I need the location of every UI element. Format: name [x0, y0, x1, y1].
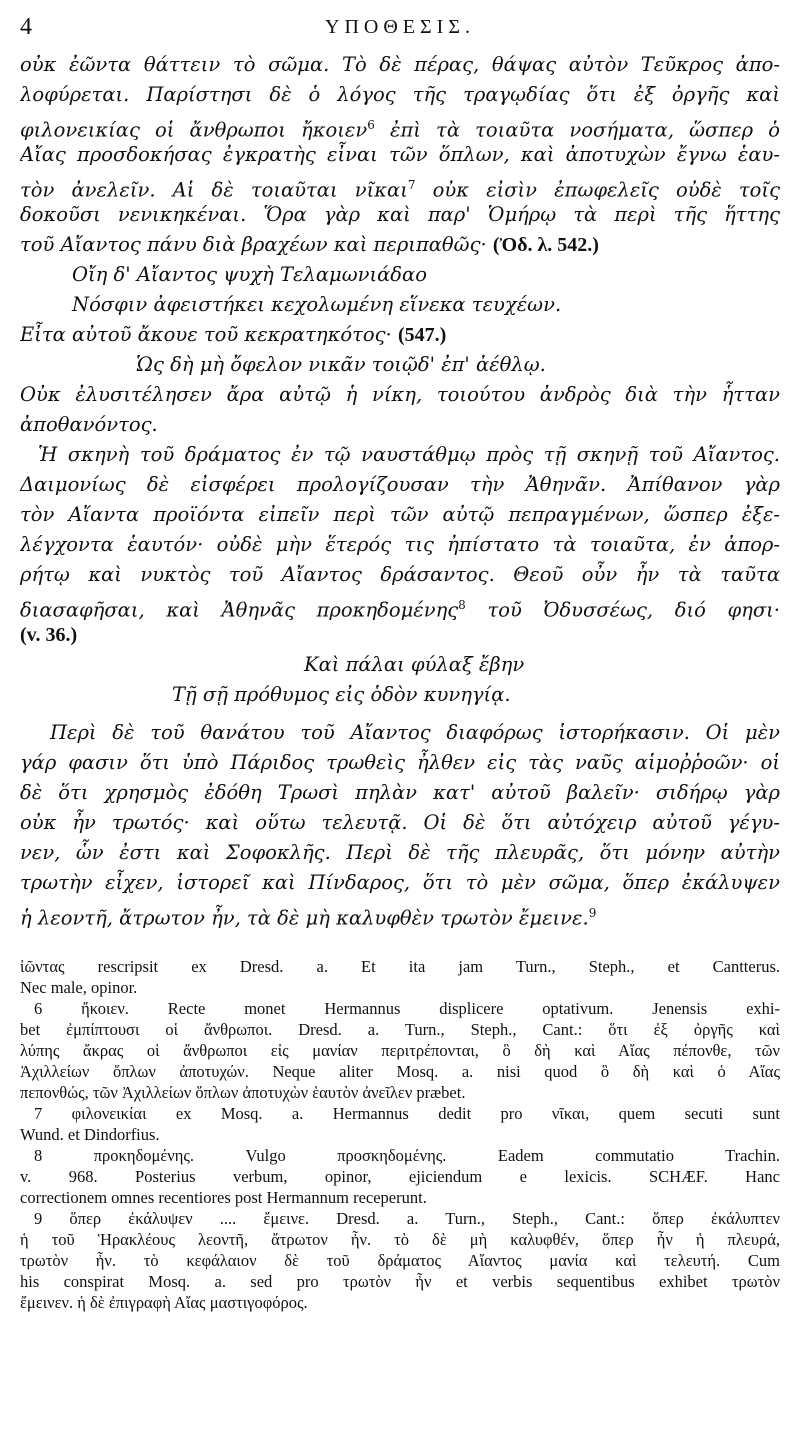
- body-line: δοκοῦσι νενικηκέναι. Ὅρα γὰρ καὶ παρ' Ὁμήρῳ τὰ περὶ τῆς ἥττης: [20, 203, 780, 226]
- footnote-ref: 6: [367, 118, 375, 132]
- citation: (547.): [397, 324, 447, 346]
- citation: (Ὀδ. λ. 542.): [492, 234, 599, 256]
- body-line: Ἡ σκηνὴ τοῦ δράματος ἐν τῷ ναυστάθμῳ πρὸς τῇ σκηνῇ τοῦ Αἴαντος.: [38, 443, 780, 466]
- document-page: [20, 14, 780, 1313]
- body-text: οὐκ εἰσὶν ἐπωφελεῖς οὐδὲ τοῖς: [432, 178, 780, 200]
- body-text: τὸν ἀνελεῖν. Αἱ δὲ τοιαῦται νῖκαι: [20, 178, 408, 200]
- footnote-line: λύπης ἄκρας οἱ ἄνθρωποι εἰς μανίαν περιτρέπονται, ὃ δὴ καὶ Αἴας πέπονθε, τῶν: [20, 1041, 780, 1060]
- body-line: οὐκ ἐῶντα θάττειν τὸ σῶμα. Τὸ δὲ πέρας, θάψας αὐτὸν Τεῦκρος ἀπο-: [20, 53, 780, 76]
- body-line: λοφύρεται. Παρίστησι δὲ ὁ λόγος τῆς τραγῳδίας ὅτι ἐξ ὀργῆς καὶ: [20, 83, 780, 106]
- body-line: [20, 110, 780, 140]
- running-title: ΥΠΟΘΕΣΙΣ.: [325, 16, 475, 38]
- body-line: τρωτὴν εἶχεν, ἱστορεῖ καὶ Πίνδαρος, ὅτι τὸ μὲν σῶμα, ὅπερ ἐκάλυψεν: [20, 871, 780, 894]
- footnote-line: Ἀχιλλείων ὅπλων ἀποτυχών. Neque aliter Mosq. a. nisi quod ὃ δὴ καὶ ὁ Αἴας: [20, 1062, 780, 1081]
- body-text: ἐπὶ τὰ τοιαῦτα νοσήματα, ὥσπερ ὁ: [389, 118, 780, 140]
- body-text: ἡ λεοντῆ, ἄτρωτον ἦν, τὰ δὲ μὴ καλυφθὲν τρωτὸν ἔμεινε.: [20, 906, 589, 928]
- footnote-line: 8 προκηδομένης. Vulgo προσκηδομένης. Eadem commutatio Trachin.: [34, 1146, 780, 1165]
- body-line: οὐκ ἦν τρωτός· καὶ οὕτω τελευτᾷ. Οἱ δὲ ὅτι αὐτόχειρ αὐτοῦ γέγυ-: [20, 811, 780, 834]
- verse-line: Τῇ σῇ πρόθυμος εἰς ὁδὸν κυνηγίᾳ.: [172, 683, 511, 706]
- citation: (v. 36.): [20, 624, 78, 646]
- body-text: Εἶτα αὐτοῦ ἄκουε τοῦ κεκρατηκότος·: [20, 323, 392, 346]
- verse-line: Καὶ πάλαι φύλαξ ἔβην: [304, 653, 525, 676]
- verse-line: Ὡς δὴ μὴ ὄφελον νικᾶν τοιῷδ' ἐπ' ἀέθλῳ.: [136, 353, 546, 376]
- footnote-line: ἰῶντας rescripsit ex Dresd. a. Et ita jam Turn., Steph., et Cantterus.: [20, 957, 780, 976]
- verse-line: Οἴη δ' Αἴαντος ψυχὴ Τελαμωνιάδαο: [72, 263, 427, 286]
- body-line: τὸν Αἴαντα προϊόντα εἰπεῖν περὶ τῶν αὐτῷ πεπραγμένων, ὥσπερ ἐξε-: [20, 503, 780, 526]
- footnote-ref: 9: [588, 906, 597, 920]
- body-line: δὲ ὅτι χρησμὸς ἐδόθη Τρωσὶ πηλὰν κατ' αὐτοῦ βαλεῖν· σιδήρῳ γὰρ: [20, 781, 780, 804]
- body-text: τοῦ Ὀδυσσέως, διό φησι·: [487, 598, 780, 620]
- body-line: ἀποθανόντος.: [20, 413, 158, 436]
- body-line: Περὶ δὲ τοῦ θανάτου τοῦ Αἴαντος διαφόρως ἱστορήκασιν. Οἱ μὲν: [50, 721, 780, 744]
- footnote-line: correctionem omnes recentiores post Hermannum receperunt.: [20, 1188, 427, 1207]
- body-text: τοῦ Αἴαντος πάνυ διὰ βραχέων καὶ περιπαθῶς·: [20, 233, 487, 256]
- body-text: διασαφῆσαι, καὶ Ἀθηνᾶς προκηδομένης: [20, 598, 459, 620]
- footnote-ref: 8: [458, 598, 466, 612]
- body-line: [20, 590, 780, 620]
- verse-line: Νόσφιν ἀφειστήκει κεχολωμένη εἵνεκα τευχέων.: [72, 293, 562, 316]
- footnote-line: v. 968. Posterius verbum, opinor, ejiciendum e lexicis. SCHÆF. Hanc: [20, 1167, 780, 1186]
- body-line: ρήτῳ καὶ νυκτὸς τοῦ Αἴαντος δράσαντος. Θεοῦ οὖν ἦν τὰ ταῦτα: [20, 563, 780, 586]
- body-line: Δαιμονίως δὲ εἰσφέρει προλογίζουσαν τὴν Ἀθηνᾶν. Ἀπίθανον γὰρ: [20, 473, 780, 496]
- body-line: [20, 620, 780, 650]
- footnote-line: bet ἐμπίπτουσι οἱ ἄνθρωποι. Dresd. a. Turn., Steph., Cant.: ὅτι ἐξ ὀργῆς καὶ: [20, 1020, 780, 1039]
- footnote-ref: 7: [407, 178, 416, 192]
- page-number: 4: [20, 14, 32, 40]
- footnote-line: τρωτὸν ἦν. τὸ κεφάλαιον δὲ τοῦ δράματος Αἴαντος μανία καὶ τελευτή. Cum: [20, 1251, 780, 1270]
- footnote-line: his conspirat Mosq. a. sed pro τρωτὸν ἦν et verbis sequentibus exhibet τρωτὸν: [20, 1272, 780, 1291]
- body-line: [20, 320, 780, 350]
- footnote-line: Nec male, opinor.: [20, 978, 138, 997]
- body-line: Αἴας προσδοκήσας ἐγκρατὴς εἶναι τῶν ὅπλων, καὶ ἀποτυχὼν ἔγνω ἑαυ-: [20, 143, 780, 166]
- footnote-line: ἡ τοῦ Ἡρακλέους λεοντῆ, ἄτρωτον ἦν. τὸ δὲ μὴ καλυφθέν, ὅπερ ἦν ἡ πλευρά,: [20, 1230, 780, 1249]
- body-line: λέγχοντα ἑαυτόν· οὐδὲ μὴν ἕτερός τις ἠπίστατο τὰ τοιαῦτα, ἐν ἀπορ-: [20, 533, 780, 556]
- body-line: [20, 230, 780, 260]
- footnote-line: 7 φιλονεικίαι ex Mosq. a. Hermannus dedit pro νῖκαι, quem secuti sunt: [34, 1104, 780, 1123]
- body-line: γάρ φασιν ὅτι ὑπὸ Πάριδος τρωθεὶς ἦλθεν εἰς τὰς ναῦς αἱμοῤῥοῶν· οἱ: [20, 751, 780, 774]
- main-text: [20, 50, 780, 928]
- footnotes: [20, 956, 780, 1313]
- footnote-line: ἔμεινεν. ἡ δὲ ἐπιγραφὴ Αἴας μαστιγοφόρος.: [20, 1293, 308, 1312]
- footnote-line: Wund. et Dindorfius.: [20, 1125, 160, 1144]
- page-header: [20, 14, 780, 50]
- body-line: [20, 898, 780, 928]
- body-line: Οὐκ ἐλυσιτέλησεν ἄρα αὐτῷ ἡ νίκη, τοιούτου ἀνδρὸς διὰ τὴν ἧτταν: [20, 383, 780, 406]
- footnote-line: 6 ἤκοιεν. Recte monet Hermannus displicere optativum. Jenensis exhi-: [34, 999, 780, 1018]
- footnote-line: 9 ὅπερ ἐκάλυψεν .... ἔμεινε. Dresd. a. Turn., Steph., Cant.: ὅπερ ἐκάλυπτεν: [34, 1209, 780, 1228]
- footnote-line: πεπονθώς, τῶν Ἀχιλλείων ὅπλων ἀποτυχὼν ἑαυτὸν ἀνεῖλεν præbet.: [20, 1083, 466, 1102]
- body-line: νεν, ὧν ἐστι καὶ Σοφοκλῆς. Περὶ δὲ τῆς πλευρᾶς, ὅτι μόνην αὐτὴν: [20, 841, 780, 864]
- body-text: φιλονεικίας οἱ ἄνθρωποι ἤκοιεν: [20, 118, 368, 140]
- body-line: [20, 170, 780, 200]
